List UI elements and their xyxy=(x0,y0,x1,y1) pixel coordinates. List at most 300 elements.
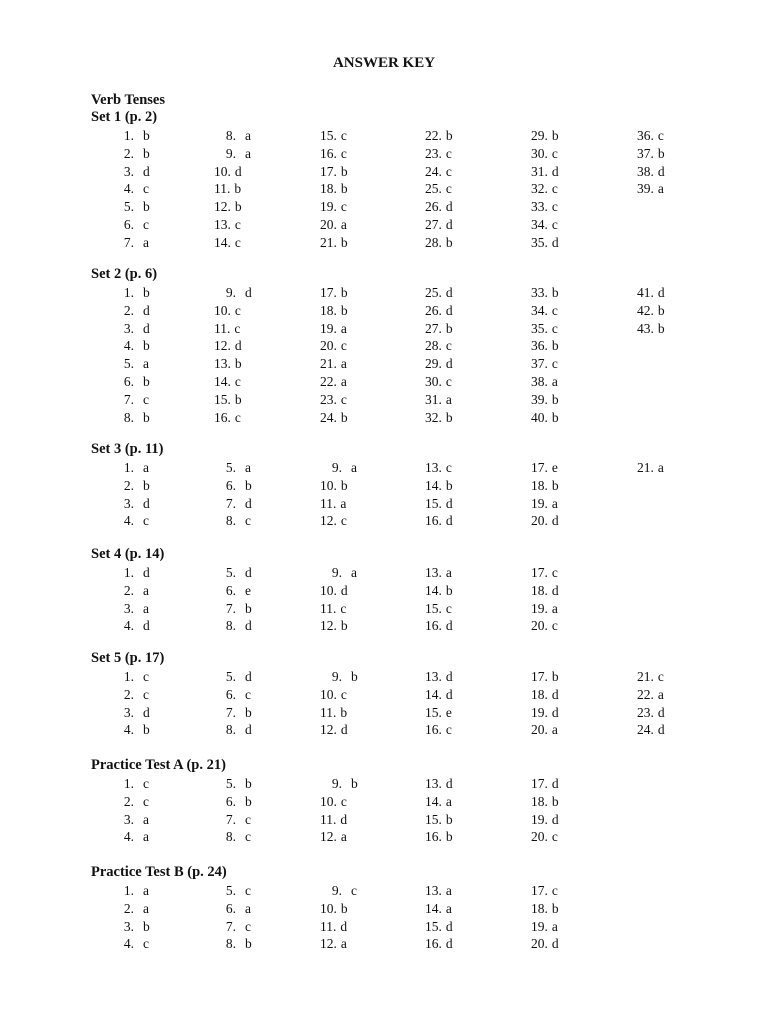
question-number: 36. xyxy=(637,128,654,143)
answer-item xyxy=(112,811,149,828)
answer-letter: d xyxy=(551,582,559,598)
answer-item xyxy=(214,495,252,512)
answer-letter: c xyxy=(340,145,347,161)
answer-letter: c xyxy=(340,600,347,616)
question-number: 8. xyxy=(225,128,236,143)
question-number: 3. xyxy=(123,704,134,720)
question-number: 17. xyxy=(531,776,548,791)
question-number: 12. xyxy=(320,513,337,529)
answer-item xyxy=(112,564,150,581)
question-number: 10. xyxy=(214,163,231,179)
question-number: 11. xyxy=(320,704,337,720)
answer-item xyxy=(320,600,346,617)
answer-item xyxy=(531,668,559,685)
answer-item xyxy=(531,793,559,810)
answer-item xyxy=(214,721,252,738)
answer-item xyxy=(214,198,242,215)
answer-item xyxy=(531,600,558,617)
answer-item xyxy=(425,512,453,529)
answer-item xyxy=(637,704,665,721)
answer-letter: c xyxy=(551,320,558,336)
question-number: 18. xyxy=(320,302,337,318)
answer-letter: d xyxy=(445,217,453,232)
answer-item xyxy=(531,775,559,792)
answer-item xyxy=(531,337,559,354)
answer-item xyxy=(112,409,150,426)
answer-item xyxy=(112,302,150,319)
answer-item xyxy=(214,355,242,372)
answer-letter: b xyxy=(657,302,665,318)
question-number: 9. xyxy=(225,285,236,300)
answer-item xyxy=(214,882,251,899)
answer-letter: b xyxy=(657,320,665,336)
answer-letter: b xyxy=(340,285,348,300)
answer-letter: d xyxy=(143,495,150,511)
answer-letter: a xyxy=(551,374,558,389)
answer-item xyxy=(112,495,150,512)
answer-letter: b xyxy=(551,338,559,354)
answer-letter: d xyxy=(551,936,559,952)
answer-item xyxy=(425,811,453,828)
answer-item xyxy=(531,477,559,494)
question-number: 4. xyxy=(123,722,134,738)
question-number: 30. xyxy=(425,374,442,389)
question-number: 35. xyxy=(531,234,548,250)
answer-letter: a xyxy=(340,217,347,232)
answer-item xyxy=(637,320,665,337)
answer-item xyxy=(214,900,251,917)
answer-item xyxy=(637,459,664,476)
question-number: 22. xyxy=(320,374,337,389)
answer-item xyxy=(320,793,347,810)
question-number: 18. xyxy=(531,477,548,493)
answer-letter: d xyxy=(445,285,453,300)
answer-letter: a xyxy=(445,883,452,898)
question-number: 30. xyxy=(531,145,548,161)
answer-letter: b xyxy=(551,391,559,407)
question-number: 5. xyxy=(225,883,236,898)
answer-letter: c xyxy=(551,217,558,232)
question-number: 5. xyxy=(225,460,236,475)
question-number: 2. xyxy=(123,582,134,598)
answer-item xyxy=(425,373,452,390)
answer-item xyxy=(112,704,150,721)
answer-letter: b xyxy=(340,704,348,720)
question-number: 14. xyxy=(425,477,442,493)
answer-letter: d xyxy=(340,811,348,827)
answer-item xyxy=(425,391,452,408)
question-number: 20. xyxy=(531,829,548,845)
answer-item xyxy=(112,320,150,337)
question-number: 17. xyxy=(531,883,548,898)
question-number: 13. xyxy=(214,356,231,372)
question-number: 25. xyxy=(425,181,442,197)
answer-letter: a xyxy=(551,495,558,511)
answer-letter: d xyxy=(234,338,242,354)
question-number: 15. xyxy=(425,811,442,827)
answer-letter: a xyxy=(143,600,149,616)
answer-item xyxy=(320,582,348,599)
answer-letter: d xyxy=(551,686,559,702)
answer-item xyxy=(531,373,558,390)
answer-item xyxy=(214,828,251,845)
answer-letter: b xyxy=(551,128,559,143)
question-number: 8. xyxy=(225,722,236,738)
question-number: 7. xyxy=(225,704,236,720)
question-number: 10. xyxy=(320,582,337,598)
question-number: 25. xyxy=(425,285,442,300)
answer-item xyxy=(112,145,150,162)
question-number: 34. xyxy=(531,302,548,318)
answer-item xyxy=(214,512,251,529)
question-number: 11. xyxy=(320,600,337,616)
answer-letter: a xyxy=(340,936,347,952)
answer-letter: b xyxy=(551,409,559,425)
question-number: 14. xyxy=(425,686,442,702)
answer-letter: d xyxy=(551,513,559,529)
answer-letter: e xyxy=(445,704,452,720)
question-number: 29. xyxy=(425,356,442,372)
answer-item xyxy=(320,409,348,426)
question-number: 6. xyxy=(123,374,134,389)
answer-item xyxy=(531,900,559,917)
answer-item xyxy=(425,704,452,721)
answer-item xyxy=(531,828,558,845)
answer-letter: a xyxy=(143,900,149,916)
question-number: 16. xyxy=(425,936,442,952)
answer-item xyxy=(214,163,242,180)
answer-item xyxy=(531,564,558,581)
answer-item xyxy=(214,793,252,810)
question-number: 12. xyxy=(320,722,337,738)
answer-letter: b xyxy=(351,776,358,791)
answer-letter: b xyxy=(143,722,150,738)
answer-item xyxy=(214,704,252,721)
answer-item xyxy=(425,180,452,197)
answer-item xyxy=(320,145,347,162)
answer-item xyxy=(320,284,348,301)
question-number: 2. xyxy=(123,793,134,809)
answer-item xyxy=(112,216,149,233)
answer-letter: b xyxy=(245,477,252,493)
question-number: 43. xyxy=(637,320,654,336)
question-number: 14. xyxy=(425,793,442,809)
answer-letter: c xyxy=(551,829,558,845)
answer-letter: c xyxy=(340,686,347,702)
question-number: 2. xyxy=(123,477,134,493)
answer-letter: d xyxy=(340,582,348,598)
answer-item xyxy=(531,512,559,529)
question-number: 4. xyxy=(123,829,134,845)
answer-item xyxy=(637,721,665,738)
question-number: 14. xyxy=(214,234,231,250)
answer-letter: d xyxy=(245,618,252,634)
question-number: 16. xyxy=(425,829,442,845)
question-number: 13. xyxy=(425,460,442,475)
answer-item xyxy=(112,163,150,180)
answer-letter: c xyxy=(551,565,558,580)
question-number: 18. xyxy=(531,686,548,702)
question-number: 18. xyxy=(531,900,548,916)
question-number: 13. xyxy=(214,217,231,232)
question-number: 17. xyxy=(320,285,337,300)
answer-letter: b xyxy=(143,199,150,215)
answer-item xyxy=(425,355,453,372)
answer-item xyxy=(637,163,665,180)
answer-item xyxy=(112,355,149,372)
answer-letter: a xyxy=(657,686,664,702)
question-number: 2. xyxy=(123,900,134,916)
question-number: 33. xyxy=(531,199,548,215)
answer-item xyxy=(531,163,559,180)
answer-letter: b xyxy=(551,793,559,809)
question-number: 10. xyxy=(320,900,337,916)
question-number: 15. xyxy=(425,600,442,616)
question-number: 15. xyxy=(425,495,442,511)
answer-item xyxy=(425,409,453,426)
answer-item xyxy=(320,391,347,408)
answer-letter: c xyxy=(351,883,357,898)
answer-letter: a xyxy=(143,460,149,475)
answer-item xyxy=(531,935,559,952)
answer-letter: b xyxy=(143,374,150,389)
question-number: 18. xyxy=(531,582,548,598)
answer-letter: c xyxy=(234,409,241,425)
question-number: 6. xyxy=(225,582,236,598)
question-number: 5. xyxy=(225,669,236,684)
answer-item xyxy=(214,391,242,408)
answer-item xyxy=(425,918,453,935)
answer-item xyxy=(214,811,251,828)
answer-item xyxy=(214,234,241,251)
question-number: 37. xyxy=(531,356,548,372)
answer-letter: c xyxy=(340,793,347,809)
question-number: 5. xyxy=(225,776,236,791)
answer-letter: b xyxy=(143,338,150,354)
answer-letter: a xyxy=(143,234,149,250)
question-number: 11. xyxy=(320,495,337,511)
answer-item xyxy=(320,180,348,197)
answer-letter: c xyxy=(551,145,558,161)
answer-letter: c xyxy=(143,936,149,952)
answer-item xyxy=(112,459,149,476)
answer-letter: c xyxy=(143,686,149,702)
answer-letter: a xyxy=(143,883,149,898)
question-number: 26. xyxy=(425,302,442,318)
answer-item xyxy=(320,935,347,952)
answer-letter: d xyxy=(657,285,665,300)
question-number: 14. xyxy=(425,900,442,916)
question-number: 16. xyxy=(214,409,231,425)
answer-item xyxy=(214,459,251,476)
answer-letter: b xyxy=(445,829,453,845)
answer-item xyxy=(112,775,149,792)
answer-letter: a xyxy=(445,900,452,916)
question-number: 1. xyxy=(123,776,134,791)
question-number: 1. xyxy=(123,565,134,580)
answer-letter: c xyxy=(340,338,347,354)
answer-letter: d xyxy=(551,811,559,827)
answer-letter: d xyxy=(445,495,453,511)
question-number: 15. xyxy=(425,704,442,720)
answer-item xyxy=(531,459,558,476)
answer-item xyxy=(112,391,149,408)
answer-item xyxy=(320,127,347,144)
question-number: 7. xyxy=(225,495,236,511)
answer-letter: d xyxy=(657,163,665,179)
answer-item xyxy=(112,127,150,144)
answer-item xyxy=(425,163,452,180)
answer-letter: d xyxy=(445,669,453,684)
page-title: ANSWER KEY xyxy=(332,55,436,71)
answer-letter: b xyxy=(445,128,453,143)
set-heading: Set 2 (p. 6) xyxy=(91,266,158,282)
answer-letter: b xyxy=(143,409,150,425)
answer-letter: d xyxy=(245,722,252,738)
answer-letter: d xyxy=(143,302,150,318)
answer-letter: a xyxy=(143,356,149,372)
question-number: 3. xyxy=(123,811,134,827)
answer-item xyxy=(112,721,150,738)
answer-letter: c xyxy=(340,513,347,529)
answer-item xyxy=(112,617,150,634)
answer-item xyxy=(531,216,558,233)
answer-letter: d xyxy=(445,302,453,318)
answer-letter: c xyxy=(245,811,251,827)
answer-letter: d xyxy=(551,704,559,720)
question-number: 19. xyxy=(320,199,337,215)
answer-letter: b xyxy=(245,704,252,720)
question-number: 24. xyxy=(637,722,654,738)
question-number: 3. xyxy=(123,600,134,616)
answer-letter: a xyxy=(245,900,251,916)
answer-letter: a xyxy=(551,918,558,934)
answer-item xyxy=(112,918,150,935)
question-number: 9. xyxy=(331,565,342,580)
answer-letter: d xyxy=(445,776,453,791)
answer-item xyxy=(320,617,348,634)
answer-letter: b xyxy=(445,234,453,250)
question-number: 38. xyxy=(531,374,548,389)
answer-letter: c xyxy=(340,128,347,143)
question-number: 20. xyxy=(320,338,337,354)
answer-letter: b xyxy=(551,477,559,493)
answer-item xyxy=(320,721,348,738)
question-number: 26. xyxy=(425,199,442,215)
answer-letter: b xyxy=(551,285,559,300)
answer-letter: b xyxy=(340,900,348,916)
question-number: 31. xyxy=(531,163,548,179)
answer-letter: c xyxy=(445,460,452,475)
answer-item xyxy=(425,617,453,634)
question-number: 6. xyxy=(225,900,236,916)
answer-letter: c xyxy=(551,181,558,197)
answer-letter: c xyxy=(143,217,149,232)
answer-letter: c xyxy=(143,669,149,684)
answer-item xyxy=(320,900,348,917)
answer-item xyxy=(425,686,453,703)
question-number: 17. xyxy=(531,669,548,684)
question-number: 21. xyxy=(320,234,337,250)
answer-item xyxy=(425,198,453,215)
question-number: 42. xyxy=(637,302,654,318)
answer-item xyxy=(637,302,665,319)
answer-item xyxy=(112,180,149,197)
answer-item xyxy=(112,582,149,599)
answer-item xyxy=(637,145,665,162)
answer-letter: b xyxy=(445,320,453,336)
answer-item xyxy=(425,564,452,581)
question-number: 23. xyxy=(637,704,654,720)
answer-letter: a xyxy=(340,495,347,511)
answer-letter: b xyxy=(234,181,242,197)
answer-item xyxy=(531,234,559,251)
question-number: 20. xyxy=(531,513,548,529)
question-number: 36. xyxy=(531,338,548,354)
question-number: 19. xyxy=(531,495,548,511)
answer-letter: a xyxy=(340,320,347,336)
answer-letter: e xyxy=(551,460,558,475)
question-number: 4. xyxy=(123,936,134,952)
answer-letter: d xyxy=(245,495,252,511)
question-number: 9. xyxy=(331,883,342,898)
answer-letter: c xyxy=(445,145,452,161)
answer-letter: b xyxy=(340,409,348,425)
answer-item xyxy=(320,337,347,354)
answer-item xyxy=(531,582,559,599)
question-number: 10. xyxy=(320,686,337,702)
answer-item xyxy=(425,882,452,899)
question-number: 6. xyxy=(123,217,134,232)
answer-letter: b xyxy=(340,163,348,179)
question-number: 13. xyxy=(425,776,442,791)
question-number: 40. xyxy=(531,409,548,425)
answer-item xyxy=(531,198,558,215)
answer-item xyxy=(531,704,559,721)
question-number: 16. xyxy=(320,145,337,161)
question-number: 38. xyxy=(637,163,654,179)
question-number: 23. xyxy=(320,391,337,407)
answer-item xyxy=(531,686,559,703)
answer-letter: c xyxy=(551,302,558,318)
answer-item xyxy=(112,828,149,845)
question-number: 5. xyxy=(123,356,134,372)
answer-letter: d xyxy=(245,565,252,580)
answer-item xyxy=(320,704,347,721)
answer-letter: b xyxy=(340,234,348,250)
question-number: 11. xyxy=(214,181,231,197)
answer-item xyxy=(425,900,452,917)
answer-item xyxy=(112,935,149,952)
question-number: 11. xyxy=(320,918,337,934)
answer-letter: a xyxy=(351,460,357,475)
answer-letter: d xyxy=(143,163,150,179)
answer-letter: b xyxy=(143,145,150,161)
answer-item xyxy=(531,127,559,144)
answer-letter: d xyxy=(445,918,453,934)
question-number: 17. xyxy=(531,565,548,580)
answer-item xyxy=(425,582,453,599)
question-number: 7. xyxy=(225,811,236,827)
answer-item xyxy=(320,320,347,337)
question-number: 18. xyxy=(320,181,337,197)
answer-letter: a xyxy=(245,128,251,143)
answer-letter: c xyxy=(234,302,241,318)
question-number: 21. xyxy=(637,669,654,684)
question-number: 11. xyxy=(320,811,337,827)
answer-item xyxy=(214,935,252,952)
question-number: 39. xyxy=(637,181,654,197)
